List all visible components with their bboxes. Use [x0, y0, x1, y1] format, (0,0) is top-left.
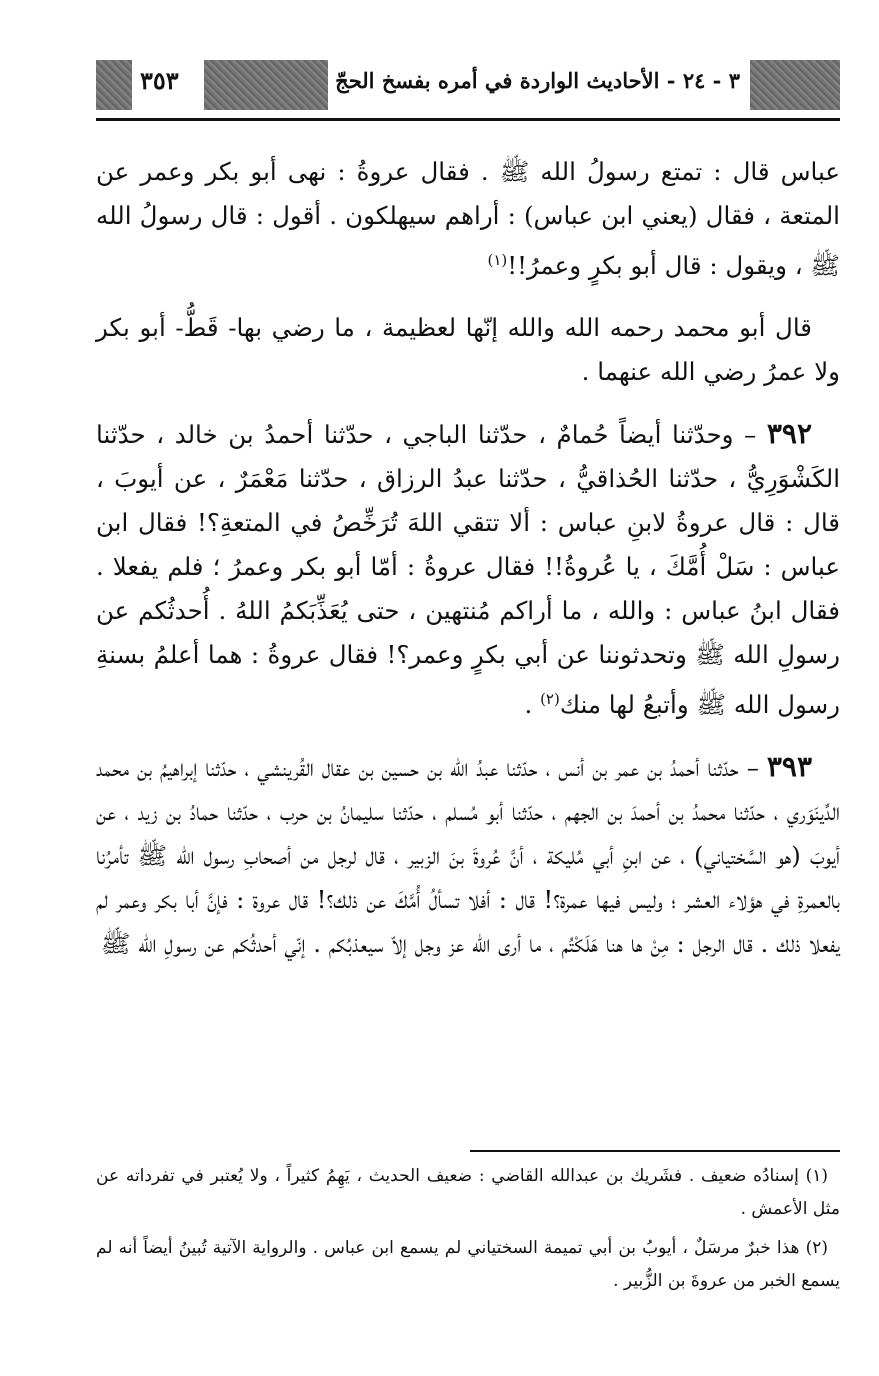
- hadith-393: [96, 745, 840, 966]
- footnote-1: (١) إسنادُه ضعيف . فشَريك بن عبدالله القاضي : ضعيف الحديث ، يَهِمُ كثيراً ، ولا يُعتبر في تفرداته عن مثل الأعمش .: [96, 1166, 840, 1219]
- chapter-title: ٣ - ٢٤ - الأحاديث الواردة في أمره بفسخ الحجّ: [335, 68, 740, 93]
- footnote-2: (٢) هذا خبرٌ مرسَلٌ ، أيوبُ بن أبي تميمة السختياني لم يسمع ابن عباس . والرواية الآتية تُبينُ أيضاً أنه لم يسمع الخبر من عروةَ بن الزُّبير .: [96, 1238, 840, 1291]
- paragraph-text: عباس قال : تمتع رسولُ الله ﷺ . فقال عروةُ : نهى أبو بكر وعمر عن المتعة ، فقال (يعني ابن عباس) : أراهم سيهلكون . أقول : قال رسولُ الله ﷺ ، ويقول : قال أبو بكرٍ وعمرُ!!: [96, 157, 840, 281]
- paragraph-comment: [96, 306, 840, 394]
- page-number: ٣٥٣: [140, 66, 179, 95]
- footnote-ref-1: (١): [487, 251, 508, 269]
- hadith-text: – وحدّثنا أيضاً حُمامٌ ، حدّثنا الباجي ، حدّثنا أحمدُ بن خالد ، حدّثنا الكَشْوَرِيُّ ، حدّثنا الحُذاقيُّ ، حدّثنا عبدُ الرزاق ، حدّثنا مَعْمَرٌ ، عن أيوبَ ، قال : قال عروةُ لابنِ عباس : ألا تتقي اللهَ تُرَخِّصُ في المتعةِ؟! فقال ابن عباس : سَلْ أُمَّكَ ، يا عُروةُ!! فقال عروةُ : أمّا أبو بكر وعمرُ ؛ فلم يفعلا . فقال ابنُ عباس : والله ، ما أراكم مُنتهين ، حتى يُعَذِّبَكمُ اللهُ . أُحدثُكم عن رسولِ الله ﷺ وتحدثوننا عن أبي بكرٍ وعمر؟! فقال عروةُ : هما أعلمُ بسنةِ رسول الله ﷺ وأتبعُ لها منك: [96, 420, 840, 720]
- hadith-text: – حدّثنا أحمدُ بن عمر بن أنس ، حدّثنا عبدُ الله بن حسين بن عقال القُرينشي ، حدّثنا إبراهيمُ بن محمد الدِّينَوَري ، حدّثنا محمدُ بن أحمدَ بن الجهم ، حدّثنا أبو مُسلم ، حدّثنا سليمانُ بن حرب ، حدّثنا حمادُ بن زيد ، عن أيوبَ (هو السَّختياني) ، عن ابنِ أبي مُليكة ، أنَّ عُروةَ بنَ الزبير ، قال لرجل من أصحابِ رسول الله ﷺ تأمرُنا بالعمرةِ في هؤلاء العشر ؛ وليس فيها عمرة؟! قال : أفلا تسألُ أُمَّكَ عن ذلك؟! قال عروة : فإنَّ أبا بكر وعمر لم يفعلا ذلك . قال الرجل : مِنْ ها هنا هَلَكْتُم ، ما أرى الله عز وجل إلاّ سيعذبُكم . إنّي أحدثُكم عن رسولِ الله ﷺ: [96, 753, 840, 959]
- header-divider: [96, 118, 840, 121]
- hadith-number: ٣٩٣: [766, 750, 812, 784]
- footnote-divider: [470, 1150, 840, 1152]
- footnotes: [96, 1160, 840, 1304]
- header-decor-left: [96, 60, 132, 110]
- header-decor-right: [750, 60, 840, 110]
- footnote-ref-2: (٢): [540, 690, 560, 709]
- paragraph-continuation: [96, 150, 840, 288]
- hadith-number: ٣٩٢: [766, 417, 812, 451]
- header-decor-middle: [204, 60, 328, 110]
- main-text: [96, 150, 840, 984]
- hadith-392: [96, 412, 840, 727]
- hadith-end: .: [524, 690, 541, 720]
- paragraph-text: قال أبو محمد رحمه الله والله إنّها لعظيمة ، ما رضي بها- قَطُّ- أبو بكر ولا عمرُ رضي الله عنهما .: [96, 313, 840, 387]
- page-header: [96, 52, 840, 118]
